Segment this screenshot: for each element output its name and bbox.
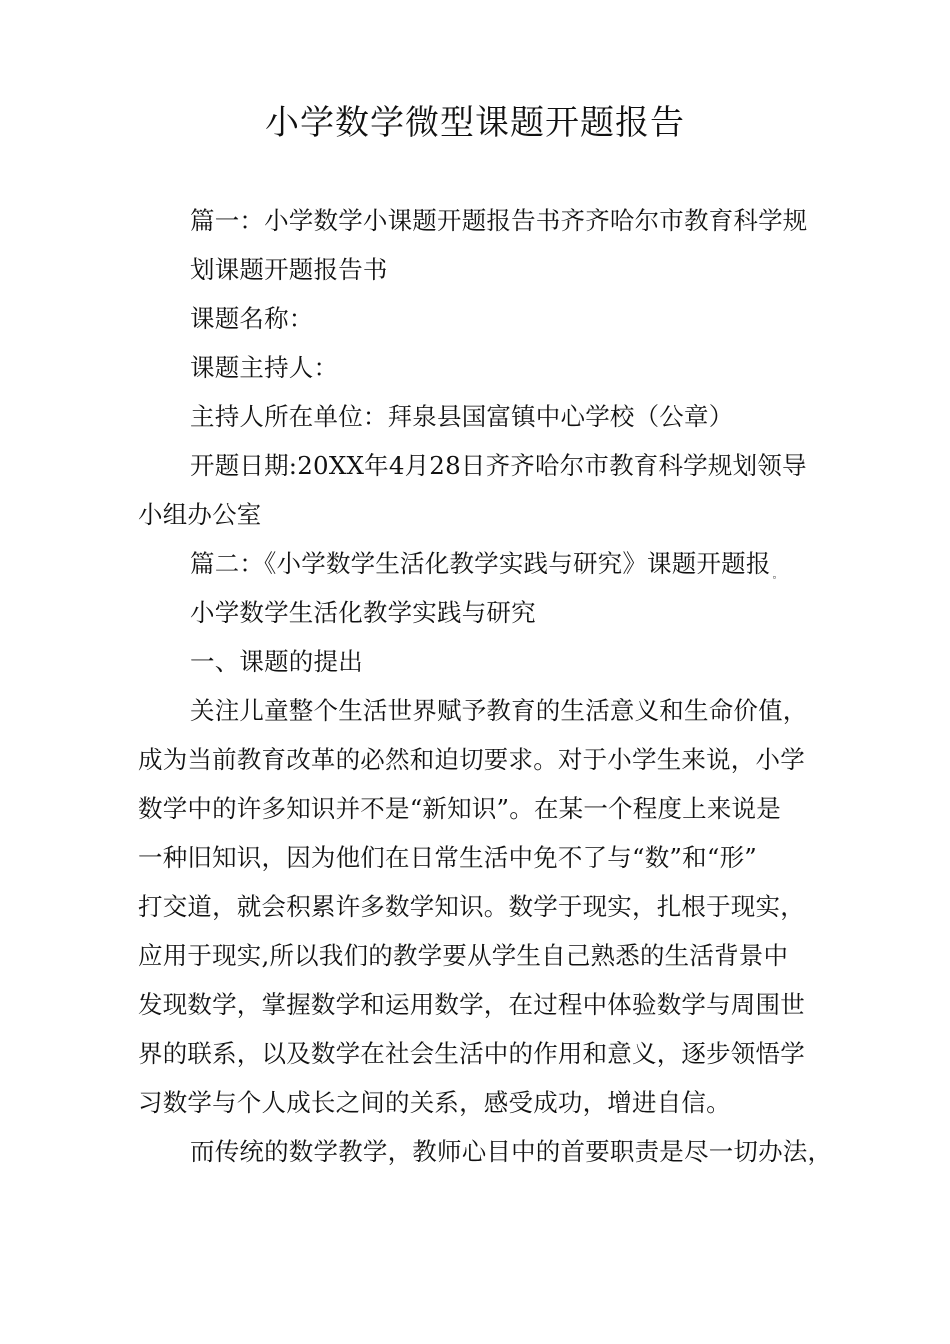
line-text: 一、课题的提出 [190,647,363,676]
text-line [138,784,838,833]
text-line [138,294,838,343]
line-text: 应用于现实,所以我们的教学要从学生自己熟悉的生活背景中 [138,941,789,970]
text-line [138,637,838,686]
line-text: 界的联系，以及数学在社会生活中的作用和意义，逐步领悟学 [138,1039,805,1068]
text-line [138,833,838,882]
line-text: 课题名称： [190,304,314,333]
trailing-mark: 。 [772,570,783,581]
line-text: 成为当前教育改革的必然和迫切要求。对于小学生来说，小学 [138,745,805,774]
text-line [138,1029,838,1078]
line-text: 篇二：《小学数学生活化教学实践与研究》课题开题报 [190,549,771,578]
document-body [138,196,838,1176]
line-text: 小学数学生活化教学实践与研究 [190,598,536,627]
line-text: 而传统的数学教学，教师心目中的首要职责是尽一切办法， [190,1137,833,1166]
line-text: 篇一：小学数学小课题开题报告书齐齐哈尔市教育科学规 [190,206,808,235]
line-text: 数学中的许多知识并不是“新知识”。在某一个程度上来说是 [138,794,781,823]
text-line [138,1127,838,1176]
text-line [138,931,838,980]
text-line [138,392,838,441]
line-text: 课题主持人： [190,353,339,382]
text-line [138,735,838,784]
text-line [138,588,838,637]
text-line [138,245,838,294]
line-text: 发现数学，掌握数学和运用数学，在过程中体验数学与周围世 [138,990,805,1019]
text-line [138,196,838,245]
line-text: 划课题开题报告书 [190,255,388,284]
text-line [138,1078,838,1127]
line-text: 小组办公室 [138,500,262,529]
text-line [138,441,838,490]
line-text: 主持人所在单位：拜泉县国富镇中心学校（公章） [190,402,734,431]
document-title: 小学数学微型课题开题报告 [265,103,685,143]
text-line [138,686,838,735]
line-text: 一种旧知识，因为他们在日常生活中免不了与“数”和“形” [138,843,757,872]
line-text: 开题日期:20XX年4月28日齐齐哈尔市教育科学规划领导 [190,451,807,480]
text-line [138,980,838,1029]
text-line [138,882,838,931]
text-line [138,343,838,392]
line-text: 关注儿童整个生活世界赋予教育的生活意义和生命价值， [190,696,808,725]
line-text: 打交道，就会积累许多数学知识。数学于现实，扎根于现实， [138,892,805,921]
line-text: 习数学与个人成长之间的关系，感受成功，增进自信。 [138,1088,731,1117]
text-line [138,490,838,539]
text-line [138,539,838,588]
